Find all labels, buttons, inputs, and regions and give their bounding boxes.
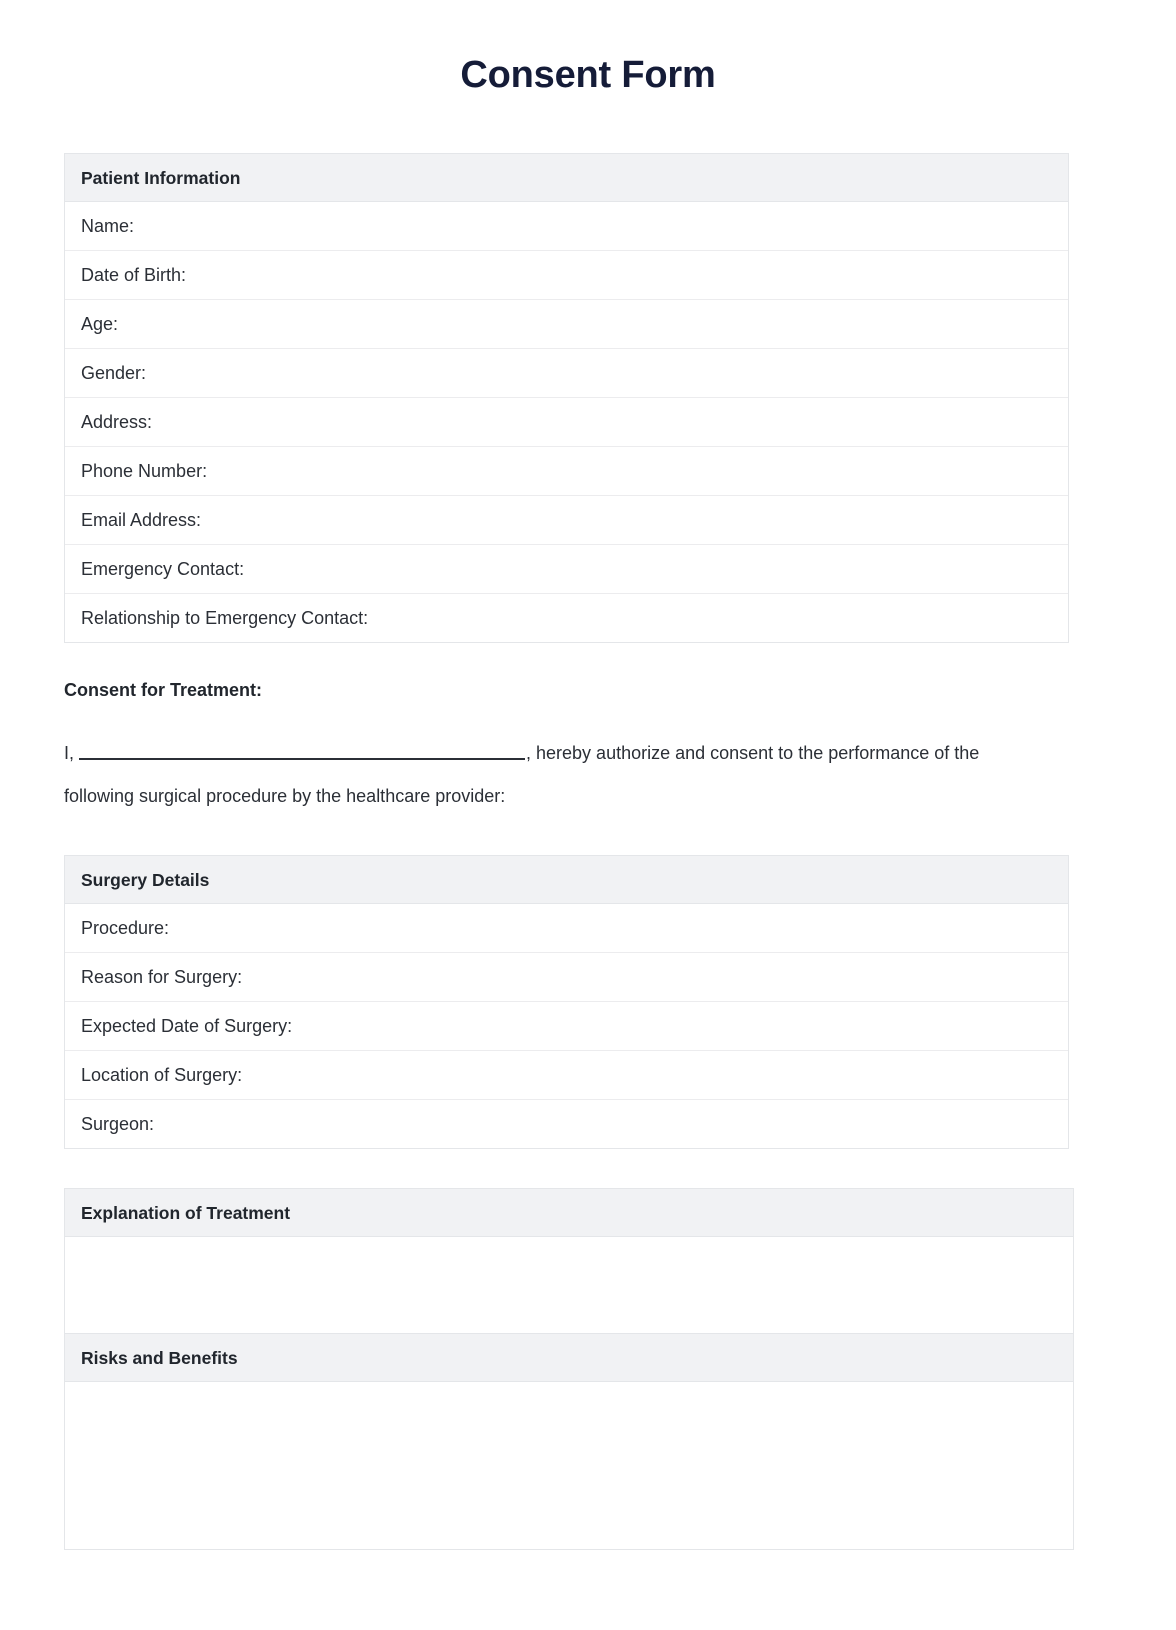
explanation-of-treatment-header: Explanation of Treatment <box>65 1189 1073 1237</box>
table-row[interactable]: Name: <box>65 202 1068 251</box>
surgery-details-header: Surgery Details <box>65 856 1068 904</box>
patient-information-header: Patient Information <box>65 154 1068 202</box>
table-row[interactable]: Phone Number: <box>65 447 1068 496</box>
table-row[interactable]: Procedure: <box>65 904 1068 953</box>
table-row[interactable]: Age: <box>65 300 1068 349</box>
surgery-details-table <box>64 855 1069 1149</box>
table-row[interactable]: Date of Birth: <box>65 251 1068 300</box>
consent-text-after-blank: , hereby authorize and consent to the performance of the following surgical procedure by the healthcare provider: <box>64 743 980 806</box>
table-row[interactable]: Surgeon: <box>65 1100 1068 1148</box>
explanation-of-treatment-input-area[interactable] <box>65 1237 1073 1334</box>
table-row[interactable]: Address: <box>65 398 1068 447</box>
page-title: Consent Form <box>460 54 716 96</box>
risks-and-benefits-header: Risks and Benefits <box>65 1334 1073 1382</box>
table-row[interactable]: Gender: <box>65 349 1068 398</box>
consent-for-treatment-heading: Consent for Treatment: <box>64 680 263 700</box>
table-row[interactable]: Email Address: <box>65 496 1068 545</box>
treatment-notes-table <box>64 1188 1074 1550</box>
table-row[interactable]: Location of Surgery: <box>65 1051 1068 1100</box>
table-row[interactable]: Expected Date of Surgery: <box>65 1002 1068 1051</box>
table-row[interactable]: Emergency Contact: <box>65 545 1068 594</box>
consent-for-treatment-body <box>64 732 1054 818</box>
table-row[interactable]: Reason for Surgery: <box>65 953 1068 1002</box>
patient-name-blank-field[interactable] <box>79 742 525 760</box>
patient-information-table <box>64 153 1069 643</box>
table-row[interactable]: Relationship to Emergency Contact: <box>65 594 1068 642</box>
risks-and-benefits-input-area[interactable] <box>65 1382 1073 1549</box>
consent-for-treatment-section <box>64 678 1054 818</box>
consent-text-before-blank: I, <box>64 743 75 763</box>
